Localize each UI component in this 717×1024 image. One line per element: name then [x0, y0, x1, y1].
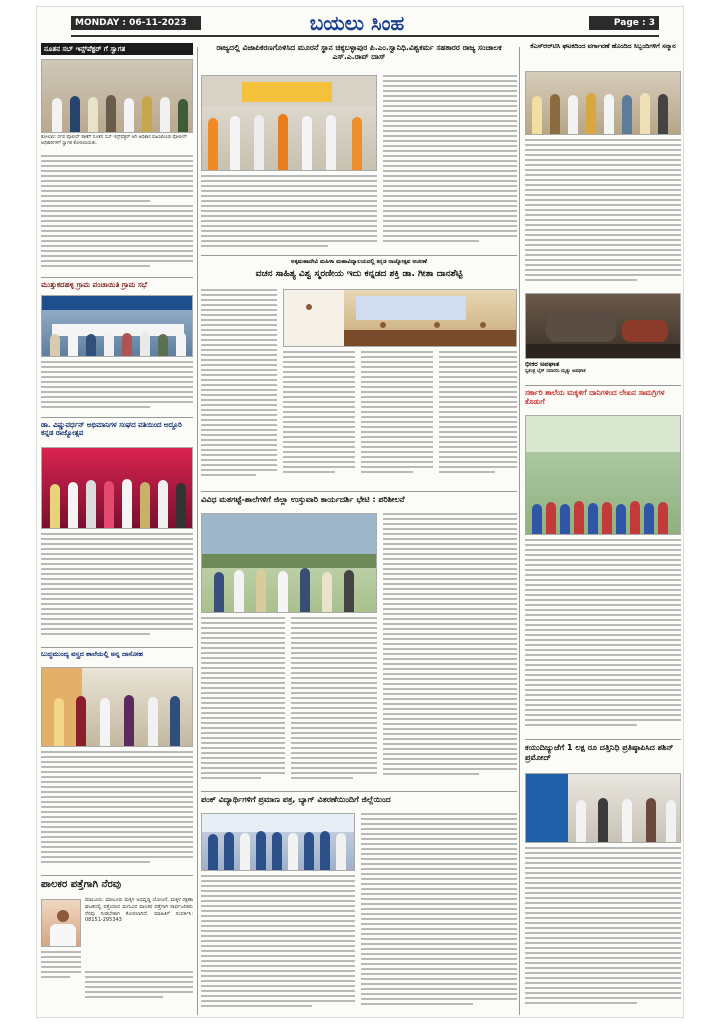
gram-sabha-article — [41, 281, 193, 293]
govt-school-headline: ಸರ್ಕಾರಿ ಶಾಲೆಯ ಮಕ್ಕಳಿಗೆ ದಾನಿಗಳಿಂದ ಲೇಖನ ಸಾಮಗ್ರಿಗಳ ಕೊಡುಗೆ — [525, 389, 665, 406]
accident-subhead: ಸ್ವತಂತ್ರ ಬೈಕ್ ಸವಾರರು ಮೃತ್ಯು ಅಪಘಾತ — [525, 368, 586, 374]
govt-school-body — [525, 539, 681, 735]
school-visit-body-3 — [383, 513, 517, 787]
anna-dasoha-article — [41, 651, 193, 665]
school-visit-article — [201, 495, 517, 509]
top-center-body-1 — [201, 175, 377, 251]
school-visit-body-2 — [291, 617, 377, 787]
palakara-notice-block — [85, 897, 193, 967]
anna-dasoha-headline: ಬುದ್ಧಮುಂದ್ಯ ವಸ್ತ್ರದ ಶಾಲೆಯಲ್ಲಿ ಅನ್ನ ದಾಸೋಹ — [41, 651, 143, 658]
geetha-kicker: ಅಕ್ಕಮಹಾದೇವಿ ಮಹಿಳಾ ಮಹಾವಿದ್ಯಾಲಯದಲ್ಲಿ ಕನ್ನಡ ರಾಜ್ಯೋತ್ಸವ ಆಚರಣೆ — [291, 259, 427, 265]
geetha-kicker-block — [201, 259, 517, 269]
bags-headline: ಪಂಕ್ ವಿದ್ಯಾರ್ಥಿಗಳಿಗೆ ಪ್ರಮಾಣ ಪತ್ರ, ಬ್ಯಾಗ್ ವಿತರಣೆಯಿಂದಿಗೆ ಜಿಲ್ಲೆಯಿಂದ — [201, 795, 391, 804]
gram-sabha-body — [41, 361, 193, 413]
pramod-article — [525, 743, 681, 771]
geetha-body-3 — [361, 351, 433, 485]
geetha-body-2 — [283, 351, 355, 485]
palakara-article — [41, 879, 193, 895]
newspaper-page — [36, 6, 684, 1018]
accident-article — [525, 361, 681, 383]
ksrtc-headline: ಕೆಎಸ್‌ಆರ್‌ಟಿಸಿ ಘಟಕದಿಂದ ವರ್ಗಾವಣೆ ಹೊಂದಿದ ಸಿಬ್ಬಂದಿಗಳಿಗೆ ಸನ್ಮಾನ — [530, 43, 676, 50]
rajyotsava-article — [41, 421, 193, 445]
pramod-body — [525, 847, 681, 1013]
school-visit-body-1 — [201, 617, 285, 787]
palakara-notice: ಮಾಲೂರು: ಮಾಲೂರು ಮಕ್ಕಳ ಅಭಿವೃದ್ಧಿ ಯೋಜನೆ, ಮಕ್ಕಳ ರಕ್ಷಣಾ ಘಟಕದಲ್ಲಿ ಪತ್ತೆಯಾದ ಮಗುವಿನ ಪಾಲಕರ ಪತ್ತೆಗಾಗಿ ಸಾರ್ವಜನಿಕರು ನೆರವು ನೀಡಬೇಕಾಗಿ ಕೋರಲಾಗಿದೆ. ಮಾಹಿತಿಗೆ ಸಂಪರ್ಕಿಸಿ: 08151-295343 — [85, 897, 193, 924]
geetha-body-4 — [439, 351, 517, 485]
masthead — [37, 7, 684, 39]
palakara-body-2 — [85, 971, 193, 1011]
issue-date: MONDAY : 06-11-2023 — [71, 16, 201, 30]
geetha-photo — [283, 289, 517, 347]
new-inspector-caption: ಕೋಲಾರ: ನಗರ ಪೊಲೀಸ್ ಠಾಣೆಗೆ ನೂತನ ಸಬ್ ಇನ್ಸ್‌ಪೆಕ್ಟರ್ ಆಗಿ ಅಧಿಕಾರ ವಹಿಸಿಕೊಂಡ ಪೋಲೀಸ್ ಅಧಿಕಾರಿಗಳಿಗೆ ಸ್ವಾಗತ ಕೋರಲಾಯಿತು. — [41, 135, 187, 146]
page-number: Page : 3 — [589, 16, 659, 30]
rajyotsava-headline: ಡಾ. ವಿಷ್ಣುವರ್ಧನ್ ಅಭಿಮಾನಿಗಳ ಸಂಘದ ವತಿಯಿಂದ ಅದ್ದೂರಿ ಕನ್ನಡ ರಾಜ್ಯೋತ್ಸವ — [41, 421, 182, 438]
accident-headline: ಭೀಕರ ಅಪಘಾತ — [525, 361, 560, 368]
top-center-body-2 — [383, 75, 517, 251]
masthead-rule — [71, 35, 659, 37]
ksrtc-body — [525, 139, 681, 289]
missing-child-photo — [41, 899, 81, 947]
bags-body-1 — [201, 875, 355, 1013]
gram-sabha-photo — [41, 295, 193, 357]
govt-school-article — [525, 389, 681, 413]
bags-photo — [201, 813, 355, 871]
geetha-headline: ವಚನ ಸಾಹಿತ್ಯ ವಿಶ್ವ ಸ್ಮರಣೀಯ ಇದು ಕನ್ನಡದ ಶಕ್ತಿ ಡಾ. ಗೀತಾ ದಾನಶೆಟ್ಟಿ — [255, 269, 463, 279]
top-center-photo — [201, 75, 377, 171]
geetha-body-1 — [201, 289, 277, 485]
ksrtc-photo — [525, 71, 681, 135]
bags-body-2 — [361, 813, 517, 1013]
column-rule-1 — [197, 47, 198, 1015]
palakara-headline: ಪಾಲಕರ ಪತ್ತೆಗಾಗಿ ನೆರವು — [41, 879, 121, 890]
new-inspector-photo — [41, 59, 193, 133]
anna-dasoha-body — [41, 751, 193, 871]
newspaper-title: ಬಯಲು ಸಿಂಹ — [309, 11, 405, 35]
school-visit-headline: ವಿವಿಧ ಮತಗಟ್ಟೆ-ಶಾಲೆಗಳಿಗೆ ಜಿಲ್ಲಾ ಉಸ್ತುವಾರಿ ಕಾರ್ಯದರ್ಶಿ ಭೇಟಿ : ಪರಿಶೀಲನೆ — [201, 495, 405, 504]
top-center-headline: ರಾಜ್ಯದಲ್ಲಿ ವಿಜಾಪಿಕರಣಗೊಳಿಸಿದ ಮೂರನೆ ಸ್ಥಾನ ಚಿಕ್ಕಬಳ್ಳಾಪುರ ಪಿ.ಎಂ.ಸ್ವಾನಿಧಿ.ವಿಶ್ವಕರ್ಮ ಸಹಕಾರರ ರಾಜ್ಯ ಸಂಚಾಲಕ ಎಸ್.ಎ.ರಾವ್ ದಾಸ್ — [216, 43, 502, 62]
anna-dasoha-photo — [41, 667, 193, 747]
pramod-headline: ಕಯುದಿಜ್ಯುಜೆಗೆ 1 ಲಕ್ಷ ರೂ ದತ್ತಿನಿಧಿ ಪ್ರತಿಷ್ಠಾಪಿಸಿದ ಶಶಿನ್ ಪ್ರಮೋದ್ — [525, 743, 674, 762]
bags-article — [201, 795, 517, 809]
rajyotsava-body — [41, 533, 193, 643]
column-rule-2 — [519, 47, 520, 1015]
govt-school-photo — [525, 415, 681, 535]
pramod-photo — [525, 773, 681, 843]
new-inspector-caption-block — [41, 135, 193, 151]
palakara-body — [41, 951, 81, 1011]
rajyotsava-photo — [41, 447, 193, 529]
school-visit-photo — [201, 513, 377, 613]
geetha-article — [201, 269, 517, 283]
top-center-article — [201, 43, 517, 71]
new-inspector-article — [41, 43, 193, 57]
accident-photo — [525, 293, 681, 359]
new-inspector-body — [41, 155, 193, 273]
gram-sabha-headline: ಮುತ್ತುಕದಹಳ್ಳಿ ಗ್ರಾಮ ಪಂಚಾಯಿತಿ ಗ್ರಾಮ ಸಭೆ — [41, 281, 147, 289]
new-inspector-headline: ನೂತನ ಸಬ್ ಇನ್ಸ್‌ಪೆಕ್ಟರ್ ಗೆ ಸ್ವಾಗತ — [41, 43, 193, 55]
ksrtc-article — [525, 43, 681, 69]
